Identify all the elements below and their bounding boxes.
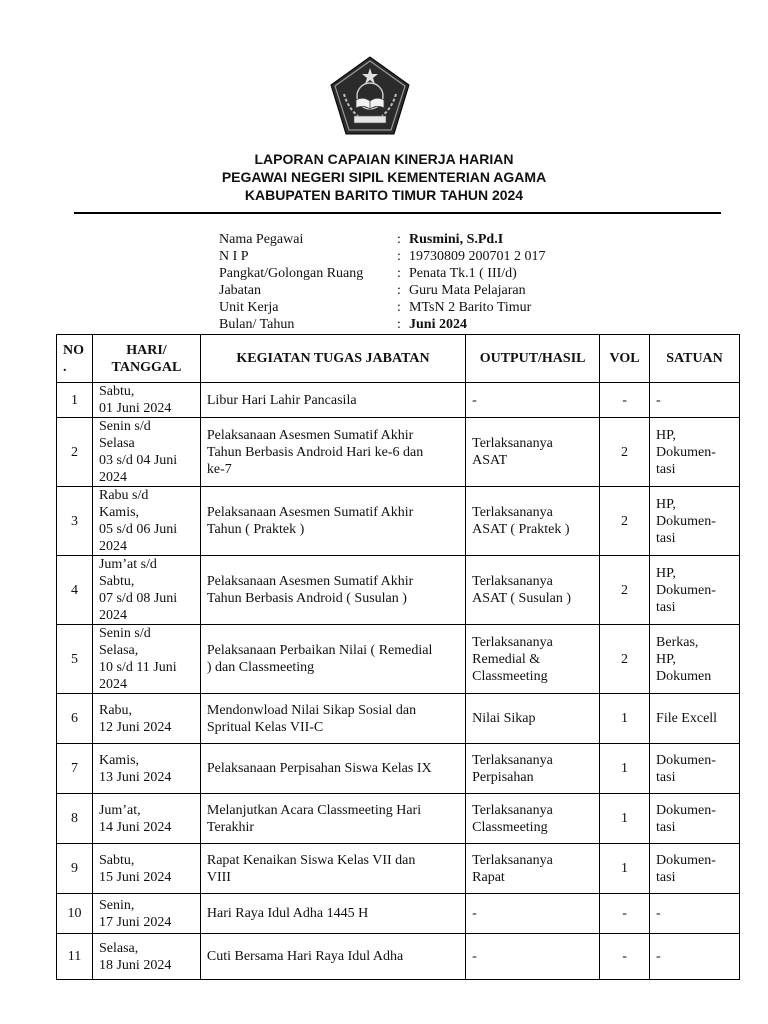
cell-activity bbox=[200, 794, 465, 844]
cell-date bbox=[92, 744, 200, 794]
cell-date-line: Senin s/d bbox=[98, 626, 151, 641]
cell-date bbox=[92, 894, 200, 934]
cell-activity-line: Mendonwload Nilai Sikap Sosial dan bbox=[206, 702, 417, 718]
info-label: Nama Pegawai bbox=[219, 232, 304, 247]
cell-vol: 2 bbox=[600, 418, 650, 487]
cell-date-line: Selasa, bbox=[98, 940, 139, 956]
cell-date-line: Sabtu, bbox=[98, 384, 135, 399]
cell-activity bbox=[200, 934, 465, 980]
cell-activity bbox=[200, 625, 465, 694]
cell-output-line: Terlaksananya bbox=[472, 436, 553, 451]
cell-no: 10 bbox=[57, 894, 93, 934]
cell-unit bbox=[650, 694, 740, 744]
cell-output bbox=[466, 625, 600, 694]
cell-unit-line: Dokumen- bbox=[656, 802, 716, 818]
cell-date-line: 2024 bbox=[98, 539, 127, 554]
cell-date-line: 12 Juni 2024 bbox=[98, 719, 172, 735]
cell-date-line: 07 s/d 08 Juni bbox=[98, 591, 178, 606]
info-separator: : bbox=[397, 232, 401, 247]
cell-output-line: ASAT bbox=[472, 453, 508, 468]
info-row-name bbox=[219, 231, 546, 248]
cell-no: 4 bbox=[57, 556, 93, 625]
header-unit: SATUAN bbox=[650, 335, 740, 383]
info-row-position bbox=[219, 282, 546, 299]
cell-no: 5 bbox=[57, 625, 93, 694]
table-row bbox=[57, 934, 740, 980]
cell-unit-line: Dokumen- bbox=[656, 513, 716, 529]
cell-unit bbox=[650, 794, 740, 844]
cell-output bbox=[466, 934, 600, 980]
cell-activity-line: Melanjutkan Acara Classmeeting Hari bbox=[206, 802, 422, 818]
cell-output-line: Perpisahan bbox=[472, 769, 534, 785]
cell-no: 3 bbox=[57, 487, 93, 556]
cell-date-line: Senin, bbox=[98, 897, 135, 913]
title-line-3: KABUPATEN BARITO TIMUR TAHUN 2024 bbox=[244, 187, 524, 203]
header-vol: VOL bbox=[600, 335, 650, 383]
cell-activity-line: ke-7 bbox=[206, 461, 232, 477]
cell-vol: 1 bbox=[600, 844, 650, 894]
cell-date-line: 17 Juni 2024 bbox=[98, 914, 172, 930]
cell-output-line: Remedial & bbox=[472, 651, 541, 667]
cell-date bbox=[92, 418, 200, 487]
cell-activity-line: VIII bbox=[206, 869, 231, 885]
cell-activity-line: Rapat Kenaikan Siswa Kelas VII dan bbox=[206, 852, 416, 868]
info-value: 19730809 200701 2 017 bbox=[409, 249, 546, 264]
cell-unit-line: tasi bbox=[656, 530, 676, 546]
table-row bbox=[57, 383, 740, 418]
cell-output-line: Terlaksananya bbox=[472, 505, 553, 520]
cell-no: 8 bbox=[57, 794, 93, 844]
cell-activity-line: ) dan Classmeeting bbox=[206, 660, 315, 675]
cell-date-line: Rabu s/d bbox=[98, 488, 149, 503]
cell-output bbox=[466, 556, 600, 625]
cell-date-line: 03 s/d 04 Juni bbox=[98, 453, 178, 468]
cell-date-line: Sabtu, bbox=[98, 852, 135, 868]
info-row-unit bbox=[219, 299, 546, 316]
cell-output bbox=[466, 794, 600, 844]
cell-date-line: 13 Juni 2024 bbox=[98, 769, 172, 785]
cell-activity-line: Terakhir bbox=[206, 819, 255, 835]
cell-output-line: Terlaksananya bbox=[472, 574, 553, 589]
cell-date-line: Selasa, bbox=[98, 643, 139, 658]
cell-output bbox=[466, 418, 600, 487]
cell-output-line: Terlaksananya bbox=[472, 802, 553, 818]
cell-unit-line: File Excell bbox=[656, 711, 718, 726]
info-value: Rusmini, S.Pd.I bbox=[409, 232, 504, 247]
cell-date bbox=[92, 487, 200, 556]
cell-activity-line: Tahun Berbasis Android ( Susulan ) bbox=[206, 591, 407, 606]
cell-activity-line: Pelaksanaan Asesmen Sumatif Akhir bbox=[206, 505, 414, 520]
table-row bbox=[57, 418, 740, 487]
cell-date bbox=[92, 383, 200, 418]
cell-date bbox=[92, 794, 200, 844]
info-separator: : bbox=[397, 249, 401, 264]
table-row bbox=[57, 794, 740, 844]
cell-activity-line: Tahun Berbasis Android Hari ke-6 dan bbox=[206, 444, 424, 460]
cell-date-line: Senin s/d bbox=[98, 419, 151, 434]
cell-unit-line: tasi bbox=[656, 769, 676, 785]
cell-activity bbox=[200, 844, 465, 894]
cell-date bbox=[92, 625, 200, 694]
cell-output bbox=[466, 694, 600, 744]
table-row bbox=[57, 844, 740, 894]
cell-activity bbox=[200, 383, 465, 418]
cell-output-line: Terlaksananya bbox=[472, 634, 553, 650]
employee-info bbox=[219, 231, 546, 333]
cell-unit-line: HP, bbox=[656, 496, 676, 512]
cell-date-line: 05 s/d 06 Juni bbox=[98, 522, 178, 537]
cell-unit-line: HP, bbox=[656, 427, 676, 443]
cell-date-line: Sabtu, bbox=[98, 574, 135, 589]
table-row bbox=[57, 694, 740, 744]
cell-output bbox=[466, 744, 600, 794]
cell-activity-line: Pelaksanaan Asesmen Sumatif Akhir bbox=[206, 574, 414, 589]
cell-unit bbox=[650, 934, 740, 980]
info-separator: : bbox=[397, 283, 401, 298]
cell-unit bbox=[650, 744, 740, 794]
cell-unit-line: Berkas, bbox=[656, 634, 699, 650]
report-title bbox=[0, 150, 768, 204]
info-separator: : bbox=[397, 317, 401, 332]
cell-unit-line: Dokumen- bbox=[656, 752, 716, 768]
cell-unit-line: Dokumen- bbox=[656, 582, 716, 598]
cell-date-line: Rabu, bbox=[98, 702, 133, 718]
cell-vol: - bbox=[600, 894, 650, 934]
cell-unit bbox=[650, 844, 740, 894]
info-value: Guru Mata Pelajaran bbox=[409, 283, 526, 298]
cell-activity-line: Pelaksanaan Asesmen Sumatif Akhir bbox=[206, 427, 414, 443]
cell-date bbox=[92, 934, 200, 980]
cell-date bbox=[92, 694, 200, 744]
cell-unit bbox=[650, 556, 740, 625]
cell-date-line: 2024 bbox=[98, 470, 127, 485]
cell-no: 6 bbox=[57, 694, 93, 744]
title-divider bbox=[74, 212, 721, 214]
info-value: MTsN 2 Barito Timur bbox=[409, 300, 532, 315]
table-body bbox=[57, 383, 740, 980]
cell-vol: 1 bbox=[600, 744, 650, 794]
cell-date-line: Kamis, bbox=[98, 752, 140, 768]
cell-unit-line: - bbox=[656, 949, 661, 964]
cell-output-line: - bbox=[472, 392, 477, 408]
cell-date-line: 10 s/d 11 Juni bbox=[98, 660, 177, 675]
table-row bbox=[57, 744, 740, 794]
info-label: Pangkat/Golongan Ruang bbox=[219, 266, 364, 281]
info-label: N I P bbox=[219, 249, 249, 264]
cell-output bbox=[466, 487, 600, 556]
cell-unit bbox=[650, 487, 740, 556]
table-row bbox=[57, 487, 740, 556]
cell-activity-line: Hari Raya Idul Adha 1445 H bbox=[206, 906, 369, 921]
header-output: OUTPUT/HASIL bbox=[466, 335, 600, 383]
cell-unit-line: HP, bbox=[656, 565, 676, 581]
cell-date-line: 01 Juni 2024 bbox=[98, 401, 172, 416]
cell-unit-line: tasi bbox=[656, 461, 676, 477]
kemenag-logo bbox=[330, 56, 410, 136]
cell-activity bbox=[200, 694, 465, 744]
cell-date-line: Kamis, bbox=[98, 505, 140, 520]
cell-output-line: Nilai Sikap bbox=[472, 711, 536, 726]
info-row-nip bbox=[219, 248, 546, 265]
info-separator: : bbox=[397, 266, 401, 281]
cell-output bbox=[466, 894, 600, 934]
title-line-1: LAPORAN CAPAIAN KINERJA HARIAN bbox=[254, 151, 514, 167]
info-row-period bbox=[219, 316, 546, 333]
cell-unit-line: tasi bbox=[656, 819, 676, 835]
cell-unit-line: Dokumen bbox=[656, 668, 712, 684]
info-value: Juni 2024 bbox=[409, 317, 467, 332]
header-date: HARI/ TANGGAL bbox=[92, 335, 200, 383]
cell-vol: 1 bbox=[600, 794, 650, 844]
cell-output-line: Terlaksananya bbox=[472, 852, 553, 868]
cell-date-line: 2024 bbox=[98, 677, 127, 692]
table-row bbox=[57, 894, 740, 934]
cell-date bbox=[92, 844, 200, 894]
info-separator: : bbox=[397, 300, 401, 315]
cell-vol: 2 bbox=[600, 625, 650, 694]
cell-date-line: 2024 bbox=[98, 608, 127, 623]
cell-unit bbox=[650, 383, 740, 418]
info-label: Unit Kerja bbox=[219, 300, 279, 315]
cell-unit-line: - bbox=[656, 392, 661, 408]
cell-activity-line: Libur Hari Lahir Pancasila bbox=[206, 392, 357, 408]
cell-unit-line: - bbox=[656, 906, 661, 921]
cell-unit bbox=[650, 894, 740, 934]
cell-vol: 1 bbox=[600, 694, 650, 744]
cell-unit-line: HP, bbox=[656, 651, 676, 667]
cell-no: 2 bbox=[57, 418, 93, 487]
cell-output-line: Classmeeting bbox=[472, 668, 548, 684]
cell-activity-line: Pelaksanaan Perbaikan Nilai ( Remedial bbox=[206, 643, 433, 658]
cell-activity bbox=[200, 487, 465, 556]
table-header-row bbox=[57, 335, 740, 383]
cell-date-line: 14 Juni 2024 bbox=[98, 819, 172, 835]
cell-output-line: - bbox=[472, 906, 477, 921]
cell-output-line: Rapat bbox=[472, 869, 505, 885]
info-row-rank bbox=[219, 265, 546, 282]
cell-vol: 2 bbox=[600, 556, 650, 625]
cell-output-line: Classmeeting bbox=[472, 819, 548, 835]
header-no: NO . bbox=[57, 335, 93, 383]
cell-unit-line: tasi bbox=[656, 869, 676, 885]
cell-date-line: Jum’at, bbox=[98, 802, 141, 818]
cell-no: 1 bbox=[57, 383, 93, 418]
cell-unit-line: tasi bbox=[656, 599, 676, 615]
table-row bbox=[57, 556, 740, 625]
cell-date-line: 15 Juni 2024 bbox=[98, 869, 172, 885]
cell-unit-line: Dokumen- bbox=[656, 852, 716, 868]
cell-activity-line: Pelaksanaan Perpisahan Siswa Kelas IX bbox=[206, 761, 432, 776]
cell-output-line: ASAT ( Praktek ) bbox=[472, 522, 570, 537]
cell-activity-line: Spritual Kelas VII-C bbox=[206, 719, 324, 735]
cell-date-line: Selasa bbox=[98, 436, 135, 451]
cell-activity bbox=[200, 744, 465, 794]
cell-no: 9 bbox=[57, 844, 93, 894]
cell-activity bbox=[200, 894, 465, 934]
cell-date-line: 18 Juni 2024 bbox=[98, 957, 172, 973]
cell-activity-line: Tahun ( Praktek ) bbox=[206, 522, 305, 537]
header-activity: KEGIATAN TUGAS JABATAN bbox=[200, 335, 465, 383]
cell-vol: - bbox=[600, 383, 650, 418]
cell-activity bbox=[200, 556, 465, 625]
cell-activity bbox=[200, 418, 465, 487]
cell-vol: 2 bbox=[600, 487, 650, 556]
cell-date bbox=[92, 556, 200, 625]
cell-output bbox=[466, 844, 600, 894]
cell-output-line: Terlaksananya bbox=[472, 752, 553, 768]
cell-unit-line: Dokumen- bbox=[656, 444, 716, 460]
cell-no: 7 bbox=[57, 744, 93, 794]
cell-output-line: ASAT ( Susulan ) bbox=[472, 591, 572, 606]
cell-vol: - bbox=[600, 934, 650, 980]
cell-activity-line: Cuti Bersama Hari Raya Idul Adha bbox=[206, 949, 404, 964]
table-row bbox=[57, 625, 740, 694]
title-line-2: PEGAWAI NEGERI SIPIL KEMENTERIAN AGAMA bbox=[221, 169, 547, 185]
cell-output-line: - bbox=[472, 949, 477, 964]
cell-date-line: Jum’at s/d bbox=[98, 557, 157, 572]
info-value: Penata Tk.1 ( III/d) bbox=[409, 266, 517, 281]
info-label: Jabatan bbox=[219, 283, 261, 298]
cell-unit bbox=[650, 625, 740, 694]
cell-unit bbox=[650, 418, 740, 487]
cell-no: 11 bbox=[57, 934, 93, 980]
cell-output bbox=[466, 383, 600, 418]
activity-table bbox=[56, 334, 740, 980]
info-label: Bulan/ Tahun bbox=[219, 317, 295, 332]
